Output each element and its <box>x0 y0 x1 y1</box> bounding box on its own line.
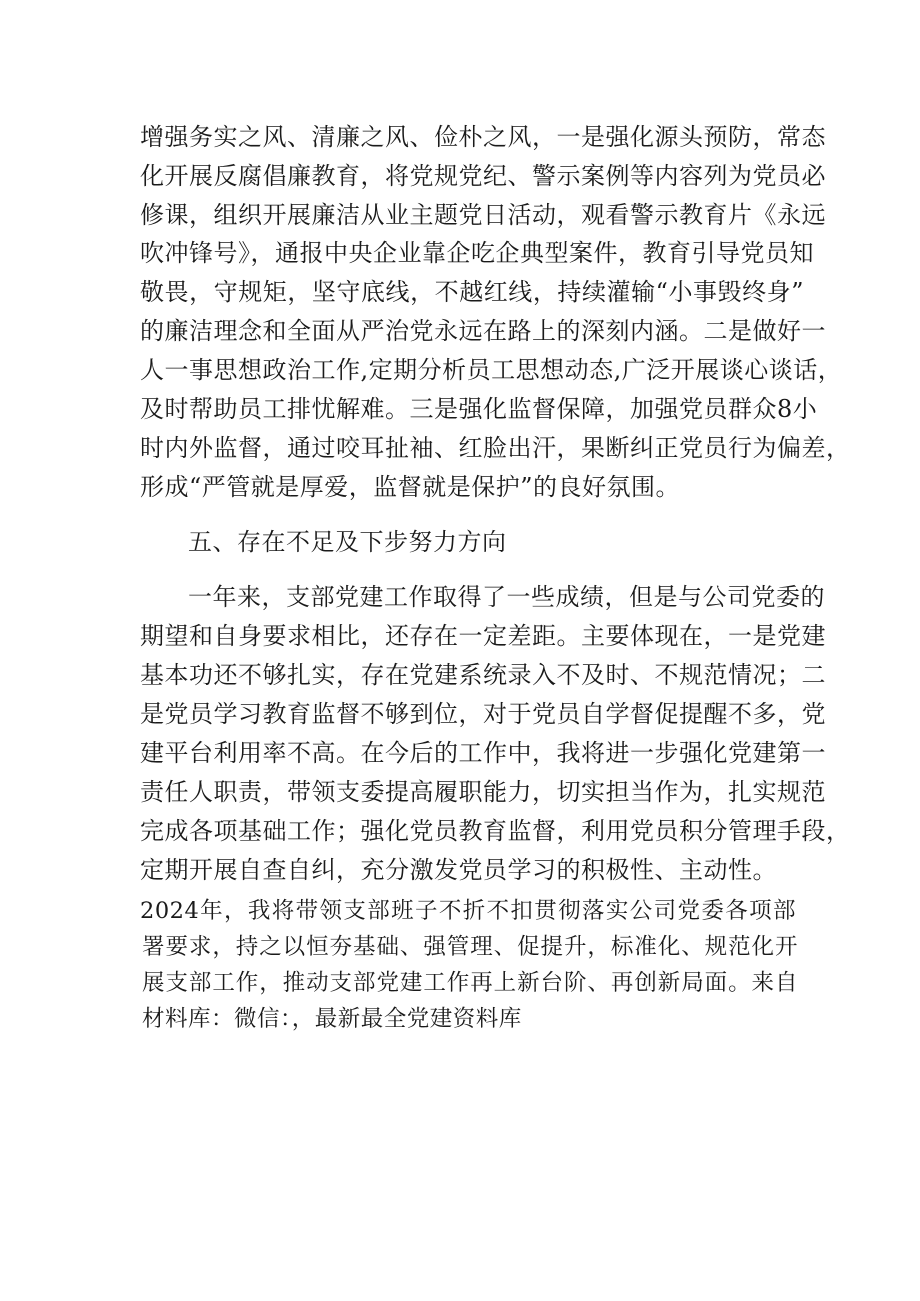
text-line: 展支部工作，推动支部党建工作再上新台阶、再创新局面。来自 <box>142 970 798 996</box>
text-line: 时内外监督，通过咬耳扯袖、红脸出汗，果断纠正党员行为偏差， <box>140 434 851 462</box>
text-line: 一年来，支部党建工作取得了一些成绩，但是与公司党委的 <box>188 583 825 611</box>
text-line: 修课，组织开展廉洁从业主题党日活动，观看警示教育片《永远 <box>140 201 826 229</box>
text-line: 人一事思想政治工作,定期分析员工思想动态,广泛开展谈心谈话， <box>140 356 843 384</box>
text-line: 2024年，我将带领支部班子不折不扣贯彻落实公司党委各项部 <box>140 898 796 924</box>
text-line: 责任人职责，带领支委提高履职能力，切实担当作为，扎实规范 <box>140 778 826 806</box>
text-line: 敬畏，守规矩，坚守底线，不越红线，持续灌输“小事毁终身” <box>140 278 804 306</box>
text-line: 完成各项基础工作；强化党员教育监督，利用党员积分管理手段， <box>140 817 851 845</box>
text-line: 定期开展自查自纠，充分激发党员学习的积极性、主动性。 <box>140 856 777 884</box>
section-heading: 五、存在不足及下步努力方向 <box>188 528 507 556</box>
text-line: 形成“严管就是厚爱，监督就是保护”的良好氛围。 <box>140 473 681 501</box>
text-line: 吹冲锋号》，通报中央企业靠企吃企典型案件，教育引导党员知 <box>140 239 814 267</box>
text-line: 材料库：微信：，最新最全党建资料库 <box>142 1006 522 1032</box>
text-line: 增强务实之风、清廉之风、俭朴之风，一是强化源头预防，常态 <box>140 123 826 151</box>
text-line: 署要求，持之以恒夯基础、强管理、促提升，标准化、规范化开 <box>142 934 798 960</box>
text-line: 建平台利用率不高。在今后的工作中，我将进一步强化党建第一 <box>140 739 826 767</box>
text-line: 是党员学习教育监督不够到位，对于党员自学督促提醒不多，党 <box>140 700 826 728</box>
text-line: 期望和自身要求相比，还存在一定差距。主要体现在，一是党建 <box>140 622 826 650</box>
text-line: 的廉洁理念和全面从严治党永远在路上的深刻内涵。二是做好一 <box>140 317 826 345</box>
text-line: 及时帮助员工排忧解难。三是强化监督保障，加强党员群众8小 <box>140 395 818 423</box>
text-line: 基本功还不够扎实，存在党建系统录入不及时、不规范情况；二 <box>140 661 826 689</box>
text-line: 化开展反腐倡廉教育，将党规党纪、警示案例等内容列为党员必 <box>140 162 826 190</box>
